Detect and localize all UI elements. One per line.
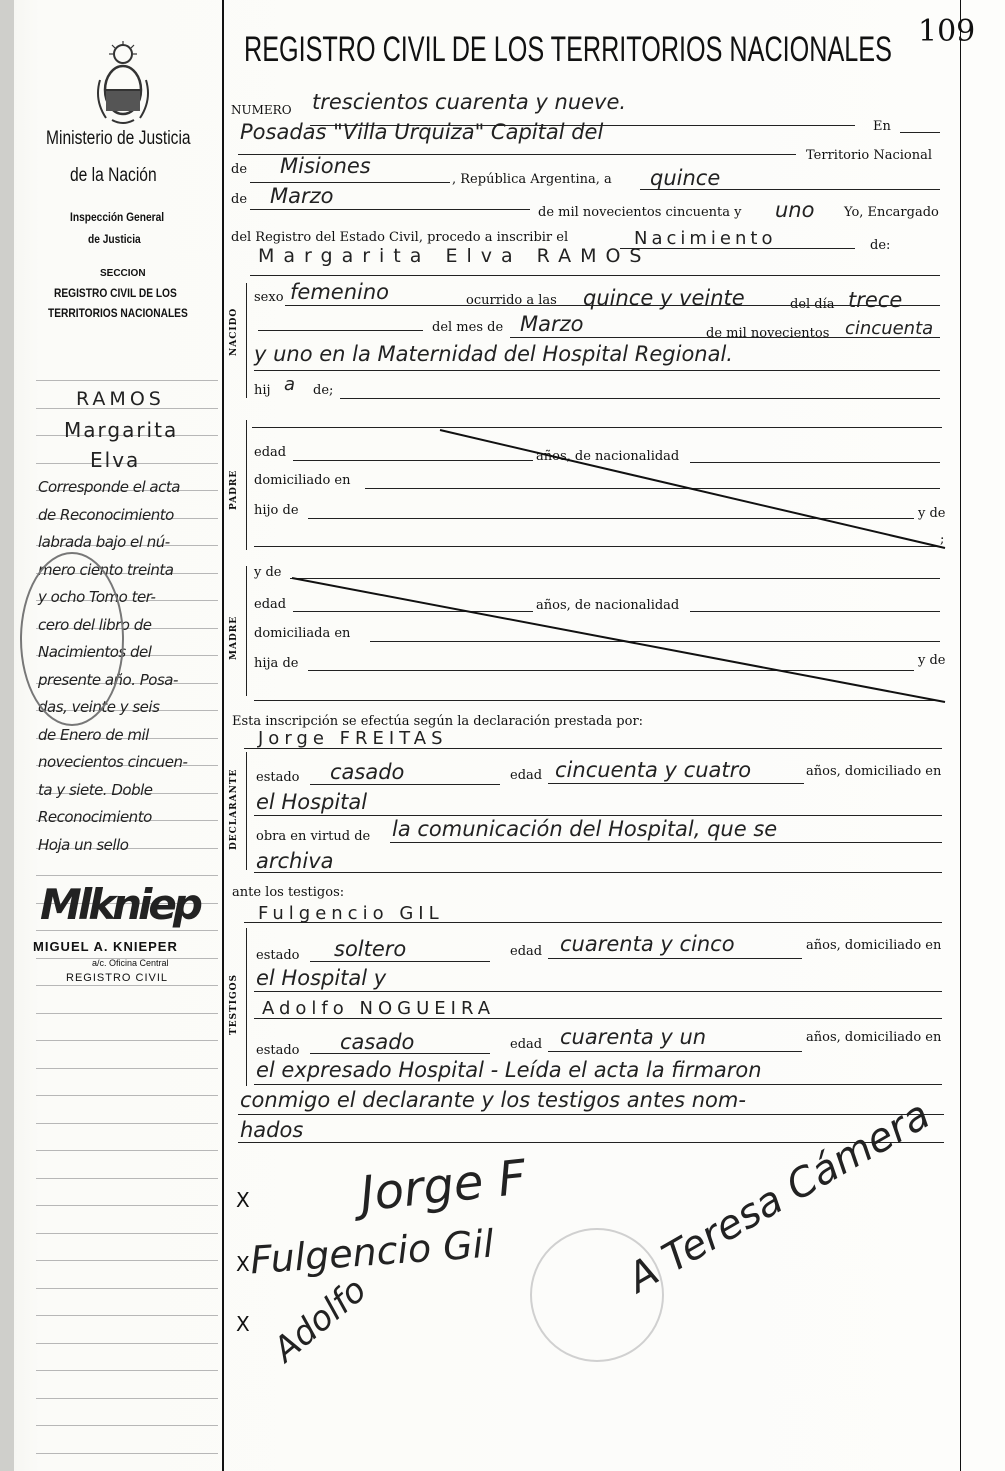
nacido-side-label: NACIDO [229, 307, 239, 356]
signature-mark-1: X [236, 1188, 250, 1212]
sidebar-note-line: Hoja un sello [38, 835, 129, 854]
sidebar-note-line: Reconocimiento [38, 808, 152, 826]
sidebar-note-line: cero del libro de [38, 615, 152, 634]
sidebar-note-line: Corresponde el acta [38, 478, 180, 496]
declarante-edad-label: edad [510, 768, 543, 783]
testigo1-dom-value: el Hospital y [256, 966, 387, 990]
dia-value: trece [848, 288, 903, 312]
testigo1-name: Fulgencio GIL [258, 903, 444, 924]
testigos-bracket [246, 928, 247, 1086]
madre-edad-label: edad [254, 597, 287, 612]
hora-value: quince y veinte [583, 286, 745, 310]
act-value: Nacimiento [634, 228, 777, 249]
del-mes-label: del mes de [432, 320, 504, 335]
testigo2-dom-label: años, domiciliado en [806, 1030, 942, 1045]
sexo-value: femenino [290, 280, 389, 304]
official-signature: Mlkniep [40, 880, 199, 929]
de2-label: de [231, 192, 248, 207]
declarante-dom-label: años, domiciliado en [806, 764, 942, 779]
sidebar-note-line: das, veinte y seis [38, 698, 160, 716]
padre-dom-label: domiciliado en [254, 473, 351, 488]
numero-value: trescientos cuarenta y nueve. [312, 90, 627, 114]
hij-value: a [284, 374, 296, 395]
sidebar-note-line: de Enero de mil [38, 725, 149, 744]
territorio-label: Territorio Nacional [806, 148, 932, 163]
sidebar-note-line: de Reconocimiento [38, 505, 174, 524]
testigo2-estado-value: casado [340, 1030, 415, 1054]
declarante-name: Jorge FREITAS [258, 728, 448, 749]
year-label: de mil novecientos cincuenta y [538, 205, 742, 220]
testigo1-estado-value: soltero [334, 937, 407, 961]
testigos-intro: ante los testigos: [232, 885, 345, 900]
testigo1-dom-underline [254, 991, 942, 992]
testigo2-name: Adolfo NOGUEIRA [262, 998, 496, 1019]
testigo1-estado-label: estado [256, 948, 300, 963]
de3-label: de: [870, 238, 891, 253]
testigo2-dom-underline [254, 1084, 942, 1085]
declarante-intro: Esta inscripción se efectúa según la declaración prestada por: [232, 714, 644, 729]
testigo2-estado-underline [310, 1053, 490, 1054]
signature-mark-3: X [236, 1312, 250, 1336]
testigos-side-label: TESTIGOS [229, 974, 239, 1035]
signature-mark-2: X [236, 1252, 250, 1276]
testigo1-name-underline [244, 922, 942, 923]
obra-label: obra en virtud de [256, 829, 371, 844]
obra-value2: archiva [256, 849, 334, 873]
ministry-name-line1: Ministerio de Justicia [46, 128, 191, 149]
year-value: uno [775, 198, 815, 222]
sidebar-note-line: novecientos cincuen- [38, 753, 188, 771]
testigo2-signature: Adolfo [265, 1270, 375, 1370]
padre-semicolon: ; [940, 532, 945, 547]
testigo2-name-underline [254, 1018, 942, 1019]
encargado-label: Yo, Encargado [844, 205, 939, 220]
sidebar-note-line: Nacimientos del [38, 643, 152, 661]
place-value: Posadas "Villa Urquiza" Capital del [240, 120, 604, 144]
testigo2-dom-value: el expresado Hospital - Leída el acta la firmaron [256, 1058, 762, 1082]
en-label: En [873, 119, 891, 134]
testigo1-edad-label: edad [510, 944, 543, 959]
ministry-name-line2: de la Nación [70, 165, 157, 186]
padre-nac-label: años, de nacionalidad [536, 449, 680, 464]
del-dia-label: del día [790, 297, 835, 312]
testigo1-dom-label: años, domiciliado en [806, 938, 942, 953]
closing-underline1 [238, 1114, 944, 1115]
child-name: Margarita Elva RAMOS [258, 245, 651, 267]
de-label: de [231, 162, 248, 177]
sexo-label: sexo [254, 290, 284, 305]
closing-line2: hados [240, 1118, 304, 1142]
sidebar-note-line: labrada bajo el nú- [38, 533, 170, 551]
republica-label: , República Argentina, a [452, 172, 612, 187]
month-value: Marzo [270, 184, 334, 208]
page-number: 109 [918, 14, 976, 49]
declarante-edad-underline [548, 783, 804, 784]
lugar-value: y uno en la Maternidad del Hospital Regional. [254, 342, 733, 366]
testigo1-edad-underline [548, 958, 802, 959]
testigo1-estado-underline [310, 961, 490, 962]
ocurrido-label: ocurrido a las [466, 293, 557, 308]
declarante-estado-underline [310, 784, 500, 785]
declarante-edad-value: cincuenta y cuatro [555, 758, 752, 782]
mes-value: Marzo [520, 312, 584, 336]
sidebar-note-line: ta y siete. Doble [38, 780, 153, 799]
faint-seal-stamp [530, 1228, 664, 1362]
testigo2-edad-label: edad [510, 1037, 543, 1052]
declarante-dom-underline [254, 815, 942, 816]
encargado-signature: A Teresa Cámera [620, 1091, 938, 1302]
hij-de-label: de; [313, 383, 334, 398]
obra-value: la comunicación del Hospital, que se [392, 817, 778, 841]
testigo1-signature: Fulgencio Gil [248, 1221, 496, 1283]
inspection-line1: Inspección General [70, 210, 165, 224]
section-line3: TERRITORIOS NACIONALES [48, 306, 188, 320]
padre-side-label: PADRE [229, 469, 239, 510]
madre-dom-label: domiciliada en [254, 626, 351, 641]
sidebar-middle-name: Elva [90, 448, 141, 472]
anio-value: cincuenta [845, 318, 934, 339]
sidebar-surname: RAMOS [76, 388, 165, 410]
madre-yde-label: y de [918, 653, 946, 668]
hij-label: hij [254, 383, 271, 398]
declarante-estado-value: casado [330, 760, 405, 784]
province-value: Misiones [280, 154, 371, 178]
declarante-side-label: DECLARANTE [229, 768, 239, 850]
sidebar-given-name: Margarita [64, 418, 179, 442]
testigo2-edad-value: cuarenta y un [560, 1025, 707, 1049]
madre-yde-top-label: y de [254, 565, 282, 580]
page-title: REGISTRO CIVIL DE LOS TERRITORIOS NACIONALES [244, 30, 892, 69]
testigo1-edad-value: cuarenta y cinco [560, 932, 735, 956]
obra-underline2 [254, 872, 942, 873]
sidebar-note-line: y ocho Tomo ter- [38, 588, 156, 606]
closing-line1: conmigo el declarante y los testigos antes nom- [240, 1088, 746, 1112]
declarante-estado-label: estado [256, 770, 300, 785]
numero-label: NUMERO [231, 103, 292, 117]
section-line2: REGISTRO CIVIL DE LOS [54, 286, 177, 300]
madre-side-label: MADRE [229, 615, 239, 660]
sidebar-note-line: presente año. Posa- [38, 670, 178, 689]
official-role-line2: REGISTRO CIVIL [66, 972, 169, 984]
padre-yde-label: y de [918, 506, 946, 521]
day-value: quince [650, 166, 721, 190]
declarante-name-underline [244, 748, 942, 749]
testigo2-edad-underline [548, 1051, 802, 1052]
mil-label: de mil novecientos [706, 326, 830, 341]
sidebar-note-line: mero ciento treinta [38, 560, 174, 579]
registro-label: del Registro del Estado Civil, procedo a inscribir el [231, 230, 569, 245]
madre-hija-label: hija de [254, 656, 299, 671]
inspection-line2: de Justicia [88, 232, 141, 246]
testigo2-estado-label: estado [256, 1043, 300, 1058]
section-label: SECCION [100, 268, 146, 279]
official-name: MIGUEL A. KNIEPER [33, 939, 178, 954]
madre-nac-label: años, de nacionalidad [536, 598, 680, 613]
declarante-bracket [246, 752, 247, 870]
official-role-line1: a/c. Oficina Central [92, 958, 169, 968]
padre-hijo-label: hijo de [254, 503, 299, 518]
obra-underline [390, 842, 942, 843]
declarante-signature: Jorge F [357, 1149, 529, 1223]
declarante-dom-value: el Hospital [256, 790, 368, 814]
padre-edad-label: edad [254, 445, 287, 460]
